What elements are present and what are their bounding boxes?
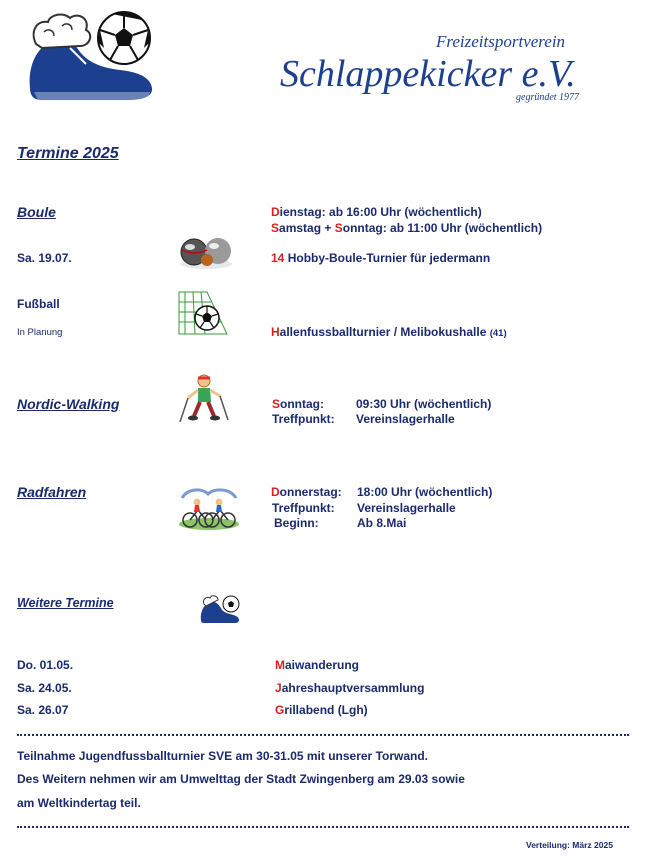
cyclists-icon: [178, 486, 240, 532]
radfahren-row-start: [274, 516, 406, 530]
fussball-event-suffix: (41): [489, 328, 507, 339]
club-logo-icon: [20, 8, 158, 108]
boule-line-1-text: ienstag: ab 16:00 Uhr (wöchentlich): [279, 205, 482, 219]
distribution-date: Verteilung: März 2025: [526, 840, 613, 850]
weitere-date-3: Sa. 26.07: [17, 703, 69, 717]
note-line-2: Des Weitern nehmen wir am Umwelttag der Stadt Zwingenberg am 29.03 sowie: [17, 772, 465, 786]
soccer-goal-icon: [177, 290, 229, 336]
start-label: Beginn:: [274, 516, 319, 530]
club-type-label: Freizeitsportverein: [436, 32, 566, 51]
section-heading-nordic-walking: Nordic-Walking: [17, 396, 120, 412]
nordic-day-label: onntag:: [280, 397, 325, 411]
meeting-point-label: Treffpunkt:: [272, 501, 335, 515]
start-value: Ab 8.Mai: [357, 516, 407, 530]
nordic-row-meeting-point: [272, 412, 455, 426]
founded-label: gegründet 1977: [516, 92, 580, 103]
weitere-event-3-text: rillabend (Lgh): [284, 703, 368, 717]
meeting-point-value: Vereinslagerhalle: [356, 412, 455, 426]
boule-event: [271, 251, 490, 265]
initial-letter: H: [271, 325, 280, 339]
weitere-event-3: [275, 703, 368, 717]
dotted-divider-top: [17, 734, 629, 736]
boule-schedule-line-1: [271, 205, 482, 219]
radfahren-day-label: onnerstag:: [279, 485, 342, 499]
fussball-event-text: allenfussballturnier / Melibokushalle: [279, 325, 490, 339]
nordic-walker-icon: [176, 372, 234, 424]
initial-letter: S: [271, 221, 280, 235]
weitere-event-1-text: aiwanderung: [285, 658, 360, 672]
initial-letter: G: [275, 703, 285, 717]
boule-event-date: Sa. 19.07.: [17, 251, 72, 265]
section-heading-fussball: Fußball: [17, 297, 60, 311]
initial-letter: S: [334, 221, 343, 235]
section-heading-radfahren: Radfahren: [17, 484, 87, 500]
page-title: Termine 2025: [17, 145, 119, 162]
radfahren-day-value: 18:00 Uhr (wöchentlich): [357, 485, 493, 499]
weitere-event-1: [275, 658, 359, 672]
fussball-status-note: In Planung: [17, 327, 63, 338]
nordic-day-value: 09:30 Uhr (wöchentlich): [356, 397, 492, 411]
fussball-event: [271, 325, 507, 339]
section-heading-weitere-termine: Weitere Termine: [17, 596, 114, 610]
initial-letter: D: [271, 205, 280, 219]
boule-event-text: Hobby-Boule-Turnier für jedermann: [284, 251, 491, 265]
weitere-date-1: Do. 01.05.: [17, 658, 74, 672]
initial-letter: J: [275, 681, 282, 695]
radfahren-row-meeting-point: [272, 501, 456, 515]
radfahren-row-day: [271, 485, 492, 499]
boule-balls-icon: [178, 226, 234, 270]
weitere-date-2: Sa. 24.05.: [17, 681, 72, 695]
boule-schedule-line-2: [271, 221, 542, 235]
nordic-row-day: [272, 397, 491, 411]
small-club-logo-icon: [198, 594, 242, 626]
dotted-divider-bottom: [17, 826, 629, 828]
boule-line-2-text: onntag: ab 11:00 Uhr (wöchentlich): [342, 221, 543, 235]
initial-letter: D: [271, 485, 280, 499]
boule-line-2-mid: amstag +: [279, 221, 335, 235]
initial-letter: S: [272, 397, 281, 411]
meeting-point-label: Treffpunkt:: [272, 412, 335, 426]
initial-letter: 14: [271, 251, 285, 265]
weitere-event-2: [275, 681, 424, 695]
section-heading-boule: Boule: [17, 204, 56, 220]
club-name: Schlappekicker e.V.: [280, 53, 576, 95]
note-line-1: Teilnahme Jugendfussballturnier SVE am 30-31.05 mit unserer Torwand.: [17, 749, 429, 763]
meeting-point-value: Vereinslagerhalle: [357, 501, 456, 515]
note-line-3: am Weltkindertag teil.: [17, 796, 141, 810]
initial-letter: M: [275, 658, 285, 672]
weitere-event-2-text: ahreshauptversammlung: [281, 681, 425, 695]
